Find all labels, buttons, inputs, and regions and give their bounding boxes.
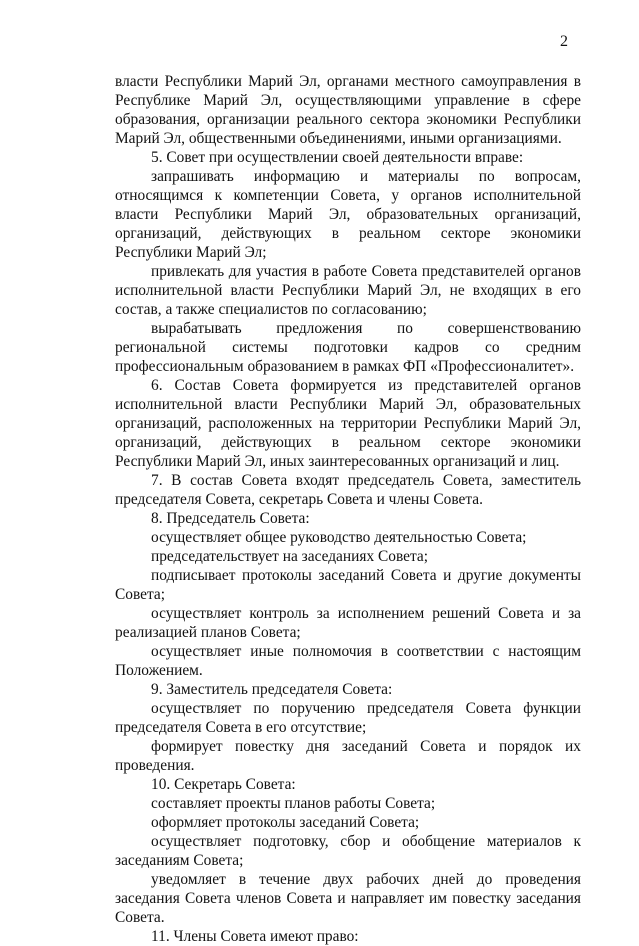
clause-5-item-involve-representatives: привлекать для участия в работе Совета представителей органов исполнительной власти Республики Марий Эл, не входящих в его состав, а также специалистов по согласованию; <box>115 263 581 318</box>
clause-8-item-1: осуществляет общее руководство деятельностью Совета; <box>151 529 527 546</box>
clause-10-item-3: осуществляет подготовку, сбор и обобщение материалов к заседаниям Совета; <box>115 833 581 869</box>
clause-8-item-3: подписывает протоколы заседаний Совета и другие документы Совета; <box>115 567 581 603</box>
clause-5-item-proposals: вырабатывать предложения по совершенствованию региональной системы подготовки кадров со средним профессиональным образованием в рамках ФП «Профессионалитет». <box>115 320 581 375</box>
clause-8-item-2: председательствует на заседаниях Совета; <box>151 548 428 565</box>
clause-5-item-request-info: запрашивать информацию и материалы по вопросам, относящимся к компетенции Совета, у органов исполнительной власти Республики Марий Эл, образовательных организаций, организаций, действующих в реальном секторе экономики Республики Марий Эл; <box>115 168 581 261</box>
clause-8-item-4: осуществляет контроль за исполнением решений Совета и за реализацией планов Совета; <box>115 605 581 641</box>
clause-9-item-2: формирует повестку дня заседаний Совета и порядок их проведения. <box>115 738 581 774</box>
clause-8-item-5: осуществляет иные полномочия в соответствии с настоящим Положением. <box>115 643 581 679</box>
document-body <box>115 72 581 946</box>
clause-9-item-1: осуществляет по поручению председателя Совета функции председателя Совета в его отсутствие; <box>115 700 581 736</box>
clause-10-item-1: составляет проекты планов работы Совета; <box>151 795 436 812</box>
clause-10-item-2: оформляет протоколы заседаний Совета; <box>151 814 420 831</box>
clause-11: 11. Члены Совета имеют право: <box>151 928 359 945</box>
clause-10-item-4: уведомляет в течение двух рабочих дней до проведения заседания Совета членов Совета и направляет им повестку заседания Совета. <box>115 871 581 926</box>
clause-6: 6. Состав Совета формируется из представителей органов исполнительной власти Республики Марий Эл, образовательных организаций, расположенных на территории Республики Марий Эл, организаций, действующих в реальном секторе экономики Республики Марий Эл, иных заинтересованных организаций и лиц. <box>115 377 581 470</box>
page-number: 2 <box>560 33 568 50</box>
clause-9: 9. Заместитель председателя Совета: <box>151 681 393 698</box>
clause-10: 10. Секретарь Совета: <box>151 776 296 793</box>
clause-7: 7. В состав Совета входят председатель Совета, заместитель председателя Совета, секретарь Совета и члены Совета. <box>115 472 581 508</box>
clause-8: 8. Председатель Совета: <box>151 510 310 527</box>
paragraph-continuation: власти Республики Марий Эл, органами местного самоуправления в Республике Марий Эл, осуществляющими управление в сфере образования, организации реального сектора экономики Республики Марий Эл, общественными объединениями, иными организациями. <box>115 73 581 147</box>
clause-5: 5. Совет при осуществлении своей деятельности вправе: <box>151 149 524 166</box>
